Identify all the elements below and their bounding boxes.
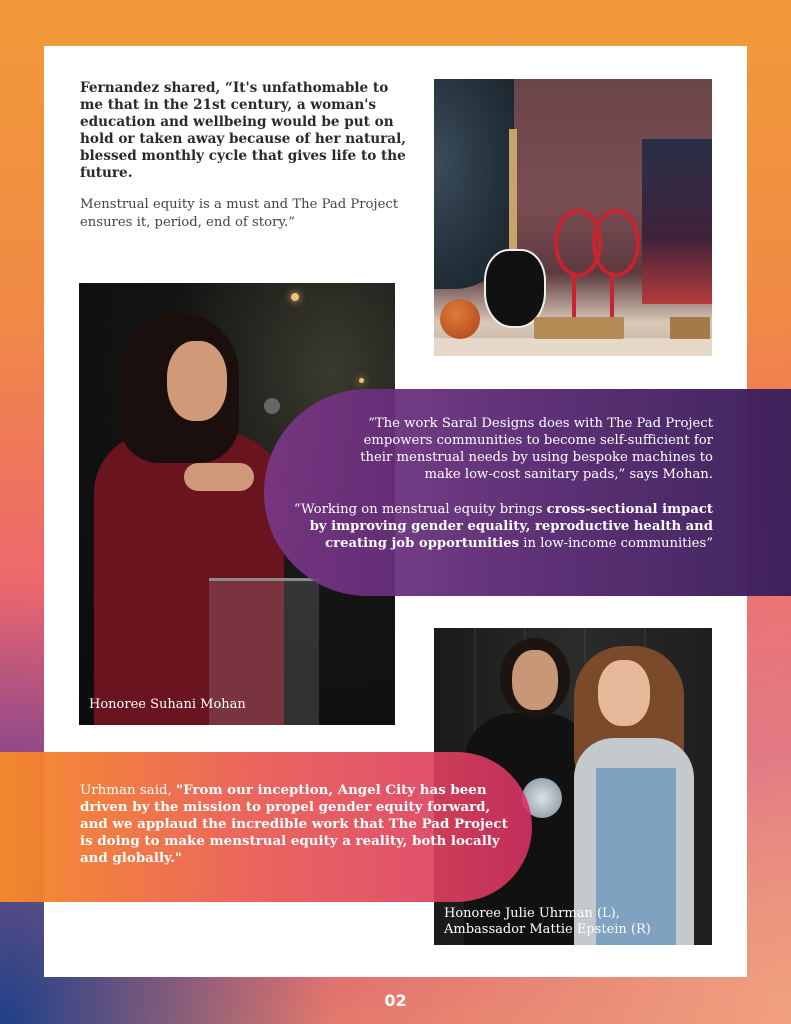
speaker-face (167, 341, 227, 421)
mohan-quote-paragraph2 (293, 501, 713, 552)
uhrman-quote-start: Urhman said, (80, 783, 177, 798)
page-number: 02 (384, 991, 407, 1010)
light-bulb (291, 293, 299, 301)
honorees-caption (444, 906, 651, 938)
woman-face (512, 650, 558, 710)
mohan-quote-paragraph1: “The work Saral Designs does with The Pad Project empowers communities to become self-sufficient for their menstrual needs by using bespoke machines to make low-cost sanitary pads,” says Mohan. (360, 416, 713, 482)
mohan-quote-p2-start: “Working on menstrual equity brings (293, 502, 547, 517)
fernandez-quote-plain: Menstrual equity is a must and The Pad Project ensures it, period, end of story.” (80, 197, 399, 230)
mohan-quote-banner (264, 389, 791, 596)
uhrman-quote (80, 782, 510, 867)
speaker-arm (184, 463, 254, 491)
poster-shape (642, 139, 712, 304)
light-bulb (359, 378, 364, 383)
fernandez-quote-bold: Fernandez shared, “It's unfathomable to me that in the 21st century, a woman's education and wellbeing would be put on hold or taken away because of her natural, blessed monthly cycle that gives life to the future. (80, 80, 406, 181)
honorees-caption-line2: Ambassador Mattie Epstein (R) (444, 922, 651, 937)
racket-shape (592, 209, 640, 277)
uhrman-quote-banner (0, 752, 532, 902)
girl-face (598, 660, 650, 726)
microphone-icon (264, 398, 280, 414)
mohan-quote-p2-bold: cross-sectional impact by improving gender equality, reproductive health and creating job opportunities (309, 502, 713, 551)
table-shape (434, 338, 712, 356)
basketball-shape (440, 299, 480, 339)
honorees-caption-line1: Honoree Julie Uhrman (L), (444, 906, 620, 921)
uhrman-quote-bold: "From our inception, Angel City has been driven by the mission to propel gender equity forward, and we applaud the incredible work that The Pad Project is doing to make menstrual equity a reality, both locally and globally." (80, 782, 508, 866)
gift-basket-shape (670, 317, 710, 339)
gift-basket-shape (534, 317, 624, 339)
speaker-caption: Honoree Suhani Mohan (89, 697, 246, 712)
guitar-neck-shape (509, 129, 517, 254)
mohan-quote-p2-end: in low-income communities” (519, 536, 713, 551)
auction-items-photo (434, 79, 712, 356)
fernandez-quote (80, 80, 410, 232)
